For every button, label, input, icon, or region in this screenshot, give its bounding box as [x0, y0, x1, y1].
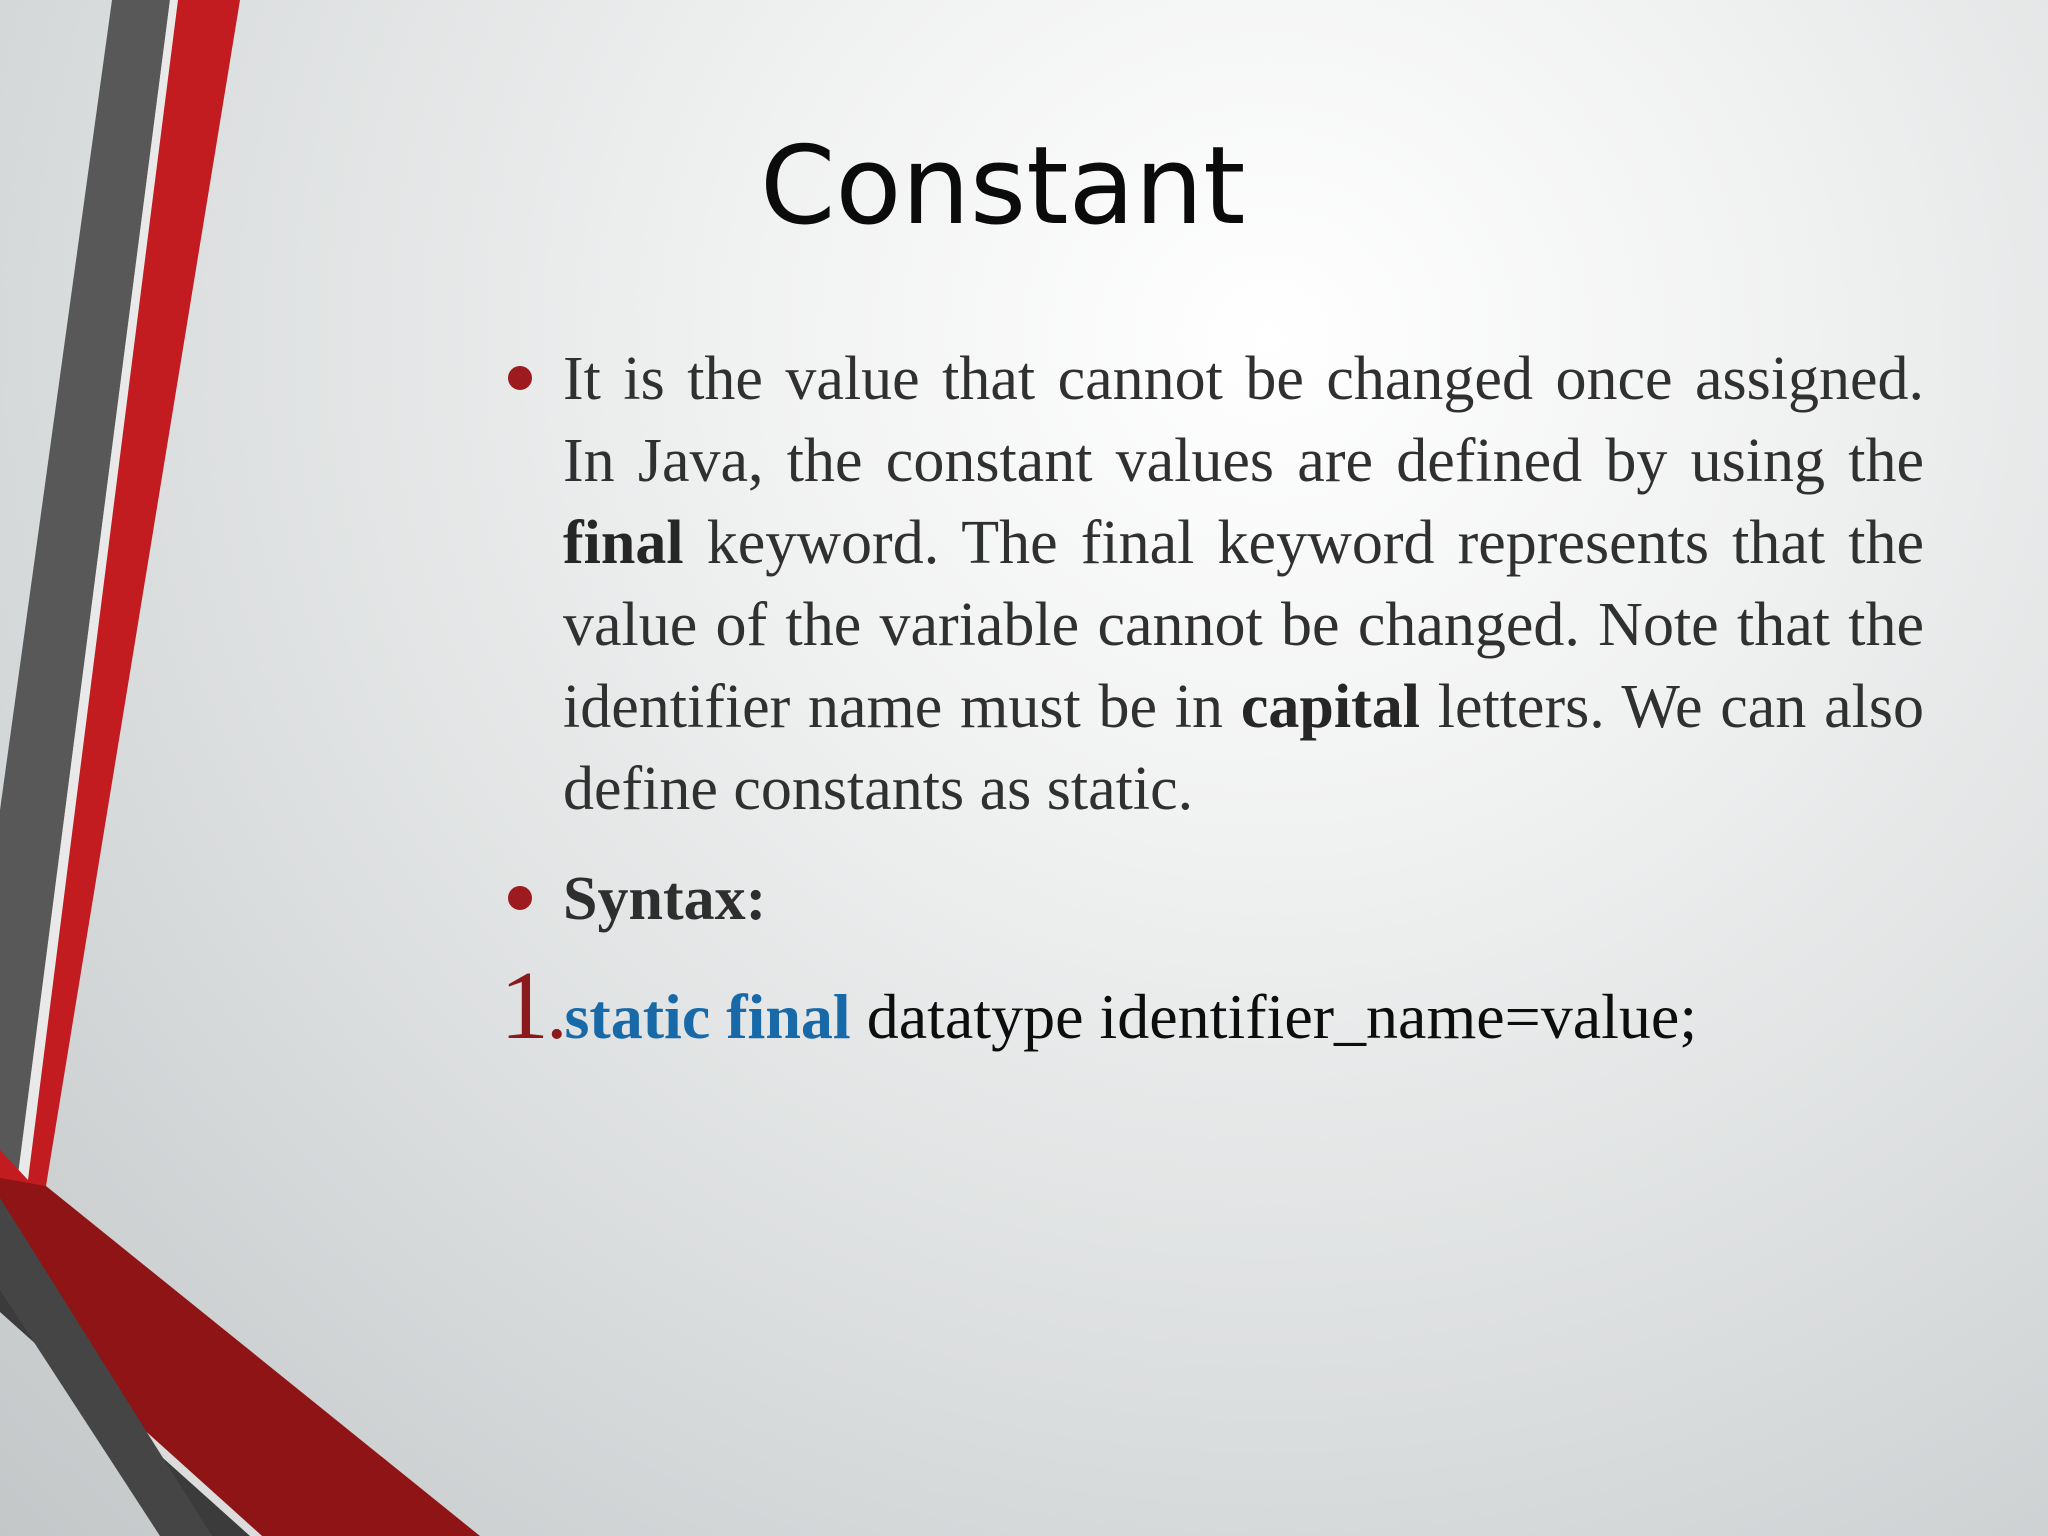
- bullet-dot: [508, 366, 532, 390]
- keyword-final-bold: final: [563, 509, 684, 577]
- slide-content: [500, 338, 1924, 1084]
- list-number-dot: .: [549, 984, 565, 1052]
- bullet-dot: [508, 886, 532, 910]
- bullet-definition: [500, 338, 1924, 830]
- list-number: 1: [500, 952, 549, 1060]
- definition-text-3: letters. We can also define constants as static.: [563, 673, 1924, 823]
- keyword-capital-bold: capital: [1240, 673, 1420, 741]
- syntax-code-line: [500, 952, 1924, 1084]
- definition-text-2: keyword. The final keyword represents that the value of the variable cannot be changed. Note that the identifier name must be in: [563, 509, 1924, 741]
- syntax-label: Syntax:: [563, 865, 767, 933]
- definition-text-1: It is the value that cannot be changed once assigned. In Java, the constant values are defined by using the: [563, 345, 1924, 495]
- code-keywords: static final: [564, 981, 851, 1052]
- code-declaration: datatype identifier_name=value;: [850, 981, 1698, 1052]
- bullet-syntax: [500, 858, 1924, 940]
- gray-vertical-stripe: [0, 0, 170, 1175]
- slide-title: Constant: [760, 124, 1246, 249]
- definition-paragraph: [563, 338, 1924, 830]
